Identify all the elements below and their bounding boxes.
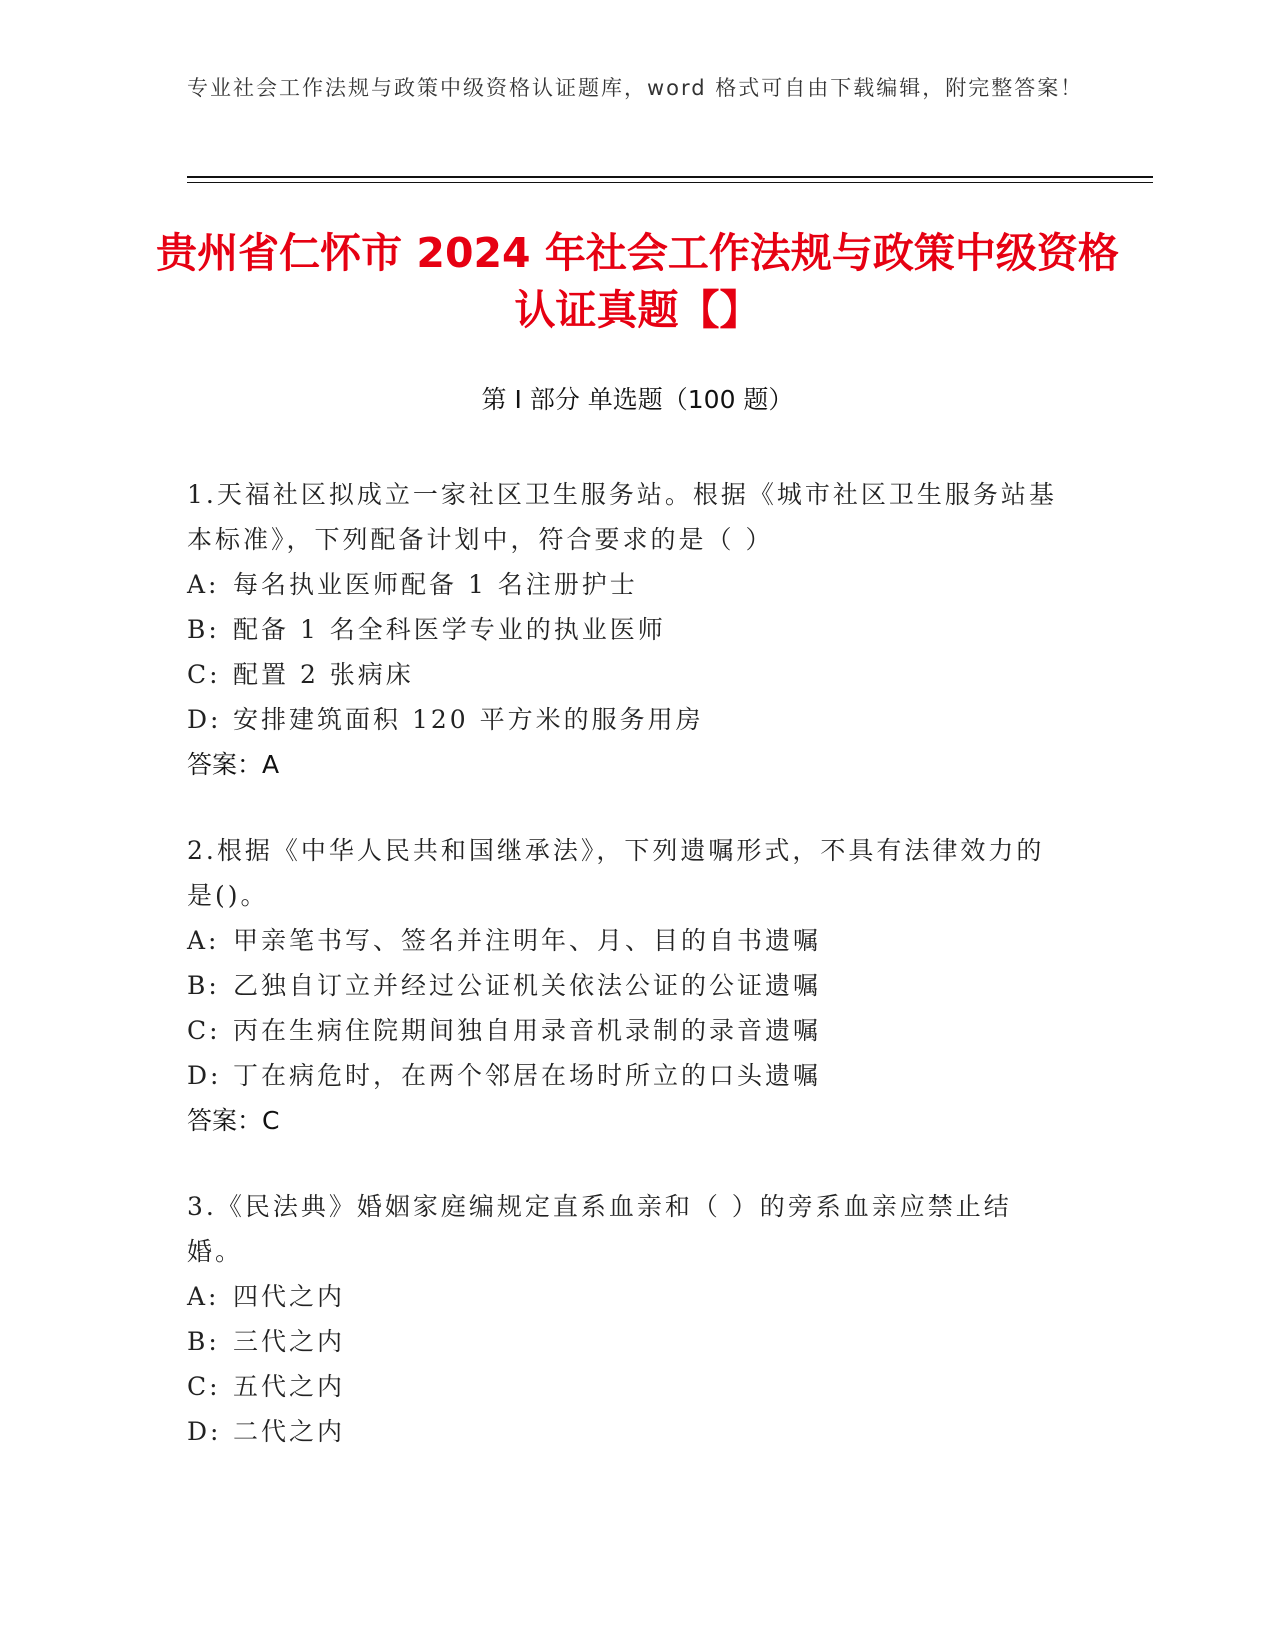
header-divider-thick bbox=[187, 176, 1153, 178]
option-text: 丁在病危时，在两个邻居在场时所立的口头遗嘱 bbox=[233, 1061, 822, 1090]
question-option-b bbox=[187, 963, 1067, 1008]
option-text: 配备 1 名全科医学专业的执业医师 bbox=[233, 615, 666, 644]
question-option-d bbox=[187, 1053, 1067, 1098]
option-letter: A: bbox=[187, 570, 220, 599]
option-letter: C: bbox=[187, 660, 221, 689]
option-text: 每名执业医师配备 1 名注册护士 bbox=[233, 570, 638, 599]
question-3 bbox=[187, 1184, 1067, 1454]
question-option-c bbox=[187, 1008, 1067, 1053]
document-title: 贵州省仁怀市 2024 年社会工作法规与政策中级资格认证真题【】 bbox=[156, 229, 1119, 334]
question-option-c bbox=[187, 1364, 1067, 1409]
question-stem: 1.天福社区拟成立一家社区卫生服务站。根据《城市社区卫生服务站基本标准》，下列配备计划中，符合要求的是（ ） bbox=[187, 480, 1057, 554]
question-option-d bbox=[187, 1409, 1067, 1454]
header-divider-thin bbox=[187, 182, 1153, 183]
question-option-b bbox=[187, 1319, 1067, 1364]
option-letter: B: bbox=[187, 615, 220, 644]
question-stem: 2.根据《中华人民共和国继承法》，下列遗嘱形式，不具有法律效力的是()。 bbox=[187, 836, 1045, 910]
header-note: 专业社会工作法规与政策中级资格认证题库，word 格式可自由下载编辑，附完整答案！ bbox=[187, 76, 1084, 100]
question-1 bbox=[187, 472, 1067, 787]
question-option-d bbox=[187, 697, 1067, 742]
question-list bbox=[187, 472, 1067, 1495]
option-text: 乙独自订立并经过公证机关依法公证的公证遗嘱 bbox=[233, 971, 822, 1000]
option-text: 配置 2 张病床 bbox=[233, 660, 414, 689]
option-letter: D: bbox=[187, 705, 222, 734]
option-letter: B: bbox=[187, 971, 220, 1000]
question-option-a bbox=[187, 562, 1067, 607]
question-option-a bbox=[187, 1274, 1067, 1319]
option-text: 三代之内 bbox=[233, 1327, 346, 1356]
question-stem: 3.《民法典》婚姻家庭编规定直系血亲和（ ）的旁系血亲应禁止结婚。 bbox=[187, 1192, 1012, 1266]
option-letter: C: bbox=[187, 1372, 221, 1401]
option-text: 丙在生病住院期间独自用录音机录制的录音遗嘱 bbox=[233, 1016, 822, 1045]
option-text: 五代之内 bbox=[233, 1372, 346, 1401]
question-2 bbox=[187, 828, 1067, 1143]
option-letter: D: bbox=[187, 1417, 222, 1446]
question-option-c bbox=[187, 652, 1067, 697]
question-option-a bbox=[187, 918, 1067, 963]
option-letter: B: bbox=[187, 1327, 220, 1356]
option-letter: A: bbox=[187, 1282, 220, 1311]
option-letter: C: bbox=[187, 1016, 221, 1045]
option-text: 四代之内 bbox=[233, 1282, 346, 1311]
option-text: 二代之内 bbox=[233, 1417, 346, 1446]
question-answer: 答案：A bbox=[187, 750, 280, 779]
option-letter: D: bbox=[187, 1061, 222, 1090]
section-heading: 第 I 部分 单选题（100 题） bbox=[481, 385, 794, 414]
question-answer: 答案：C bbox=[187, 1106, 280, 1135]
option-text: 安排建筑面积 120 平方米的服务用房 bbox=[233, 705, 704, 734]
option-letter: A: bbox=[187, 926, 220, 955]
question-option-b bbox=[187, 607, 1067, 652]
option-text: 甲亲笔书写、签名并注明年、月、目的自书遗嘱 bbox=[233, 926, 822, 955]
